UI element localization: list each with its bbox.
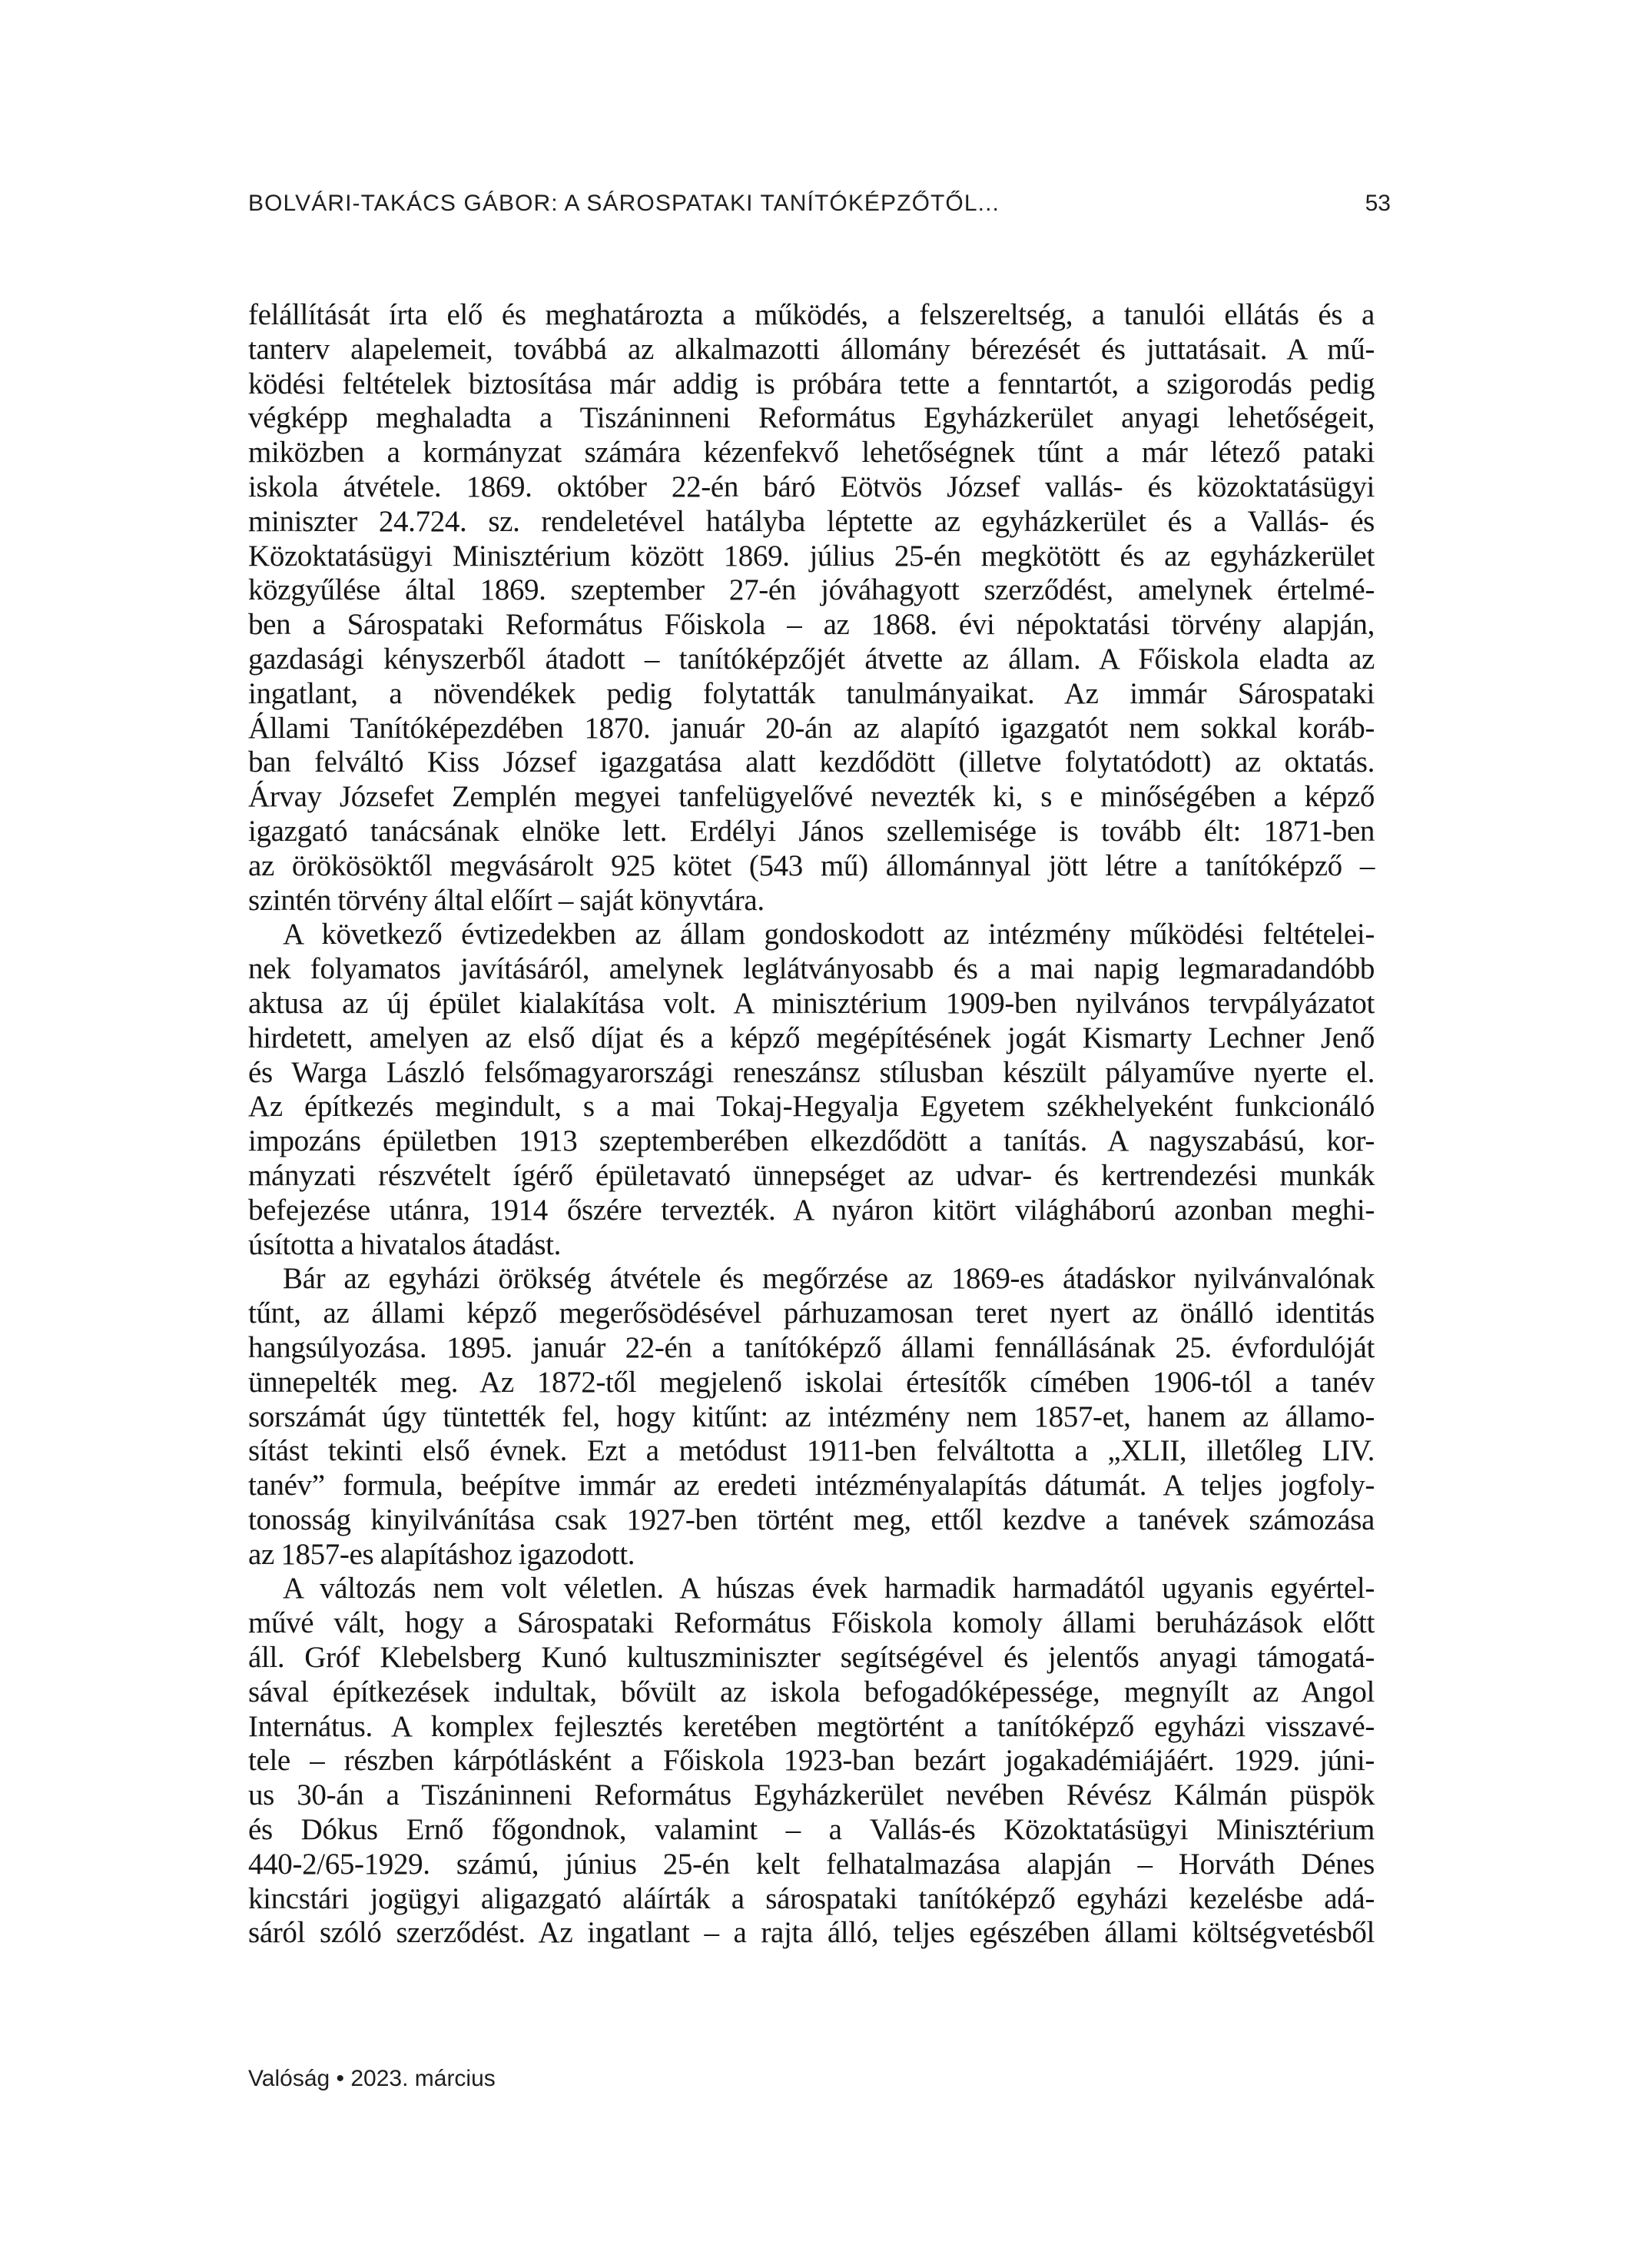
text-line: Közoktatásügyi Minisztérium között 1869. július 25-én megkötött és az egyházkerület [248, 539, 1375, 573]
text-line: miközben a kormányzat számára kézenfekvő lehetőségnek tűnt a már létező pataki [248, 436, 1375, 470]
text-line: tanterv alapelemeit, továbbá az alkalmazotti állomány bérezését és juttatásait. A mű- [248, 332, 1375, 366]
text-line: az örökösöktől megvásárolt 925 kötet (543 mű) állománnyal jött létre a tanítóképző – [248, 848, 1375, 882]
text-line: mányzati részvételt ígérő épületavató ünnepséget az udvar- és kertrendezési munkák [248, 1158, 1375, 1192]
text-line: tele – részben kárpótlásként a Főiskola 1923-ban bezárt jogakadémiájáért. 1929. júni- [248, 1744, 1375, 1778]
text-line: aktusa az új épület kialakítása volt. A minisztérium 1909-ben nyilvános tervpályázatot [248, 986, 1375, 1020]
paragraph [248, 1572, 1375, 1951]
text-line: impozáns épületben 1913 szeptemberében elkezdődött a tanítás. A nagyszabású, kor- [248, 1124, 1375, 1158]
text-line: szintén törvény által előírt – saját könyvtára. [248, 883, 765, 917]
body-text [248, 298, 1375, 1951]
text-line: Árvay Józsefet Zemplén megyei tanfelügyelővé nevezték ki, s e minőségében a képző [248, 780, 1375, 814]
text-line: ban felváltó Kiss József igazgatása alatt kezdődött (illetve folytatódott) az oktatás. [248, 745, 1375, 779]
text-line: Az építkezés megindult, s a mai Tokaj-Hegyalja Egyetem székhelyeként funkcionáló [248, 1090, 1375, 1124]
text-line: ünnepelték meg. Az 1872-től megjelenő iskolai értesítők címében 1906-tól a tanév [248, 1365, 1375, 1399]
text-line: 440-2/65-1929. számú, június 25-én kelt felhatalmazása alapján – Horváth Dénes [248, 1847, 1375, 1881]
text-line: A következő évtizedekben az állam gondoskodott az intézmény működési feltételei- [283, 918, 1375, 951]
text-line: us 30-án a Tiszáninneni Református Egyházkerület nevében Révész Kálmán püspök [248, 1778, 1375, 1812]
text-line: iskola átvétele. 1869. október 22-én báró Eötvös József vallás- és közoktatásügyi [248, 470, 1375, 503]
text-line: sával építkezések indultak, bővült az iskola befogadóképessége, megnyílt az Angol [248, 1675, 1375, 1708]
text-line: tanév” formula, beépítve immár az eredeti intézményalapítás dátumát. A teljes jogfoly- [248, 1469, 1375, 1503]
text-line: igazgató tanácsának elnöke lett. Erdélyi János szellemisége is tovább élt: 1871-ben [248, 814, 1375, 848]
text-line: és Dókus Ernő főgondnok, valamint – a Vallás-és Közoktatásügyi Minisztérium [248, 1813, 1375, 1847]
text-line: Internátus. A komplex fejlesztés keretében megtörtént a tanítóképző egyházi visszavé- [248, 1709, 1375, 1743]
text-line: ködési feltételek biztosítása már addig is próbára tette a fenntartót, a szigorodás pedig [248, 367, 1375, 400]
running-title: BOLVÁRI-TAKÁCS GÁBOR: A SÁROSPATAKI TANÍTÓKÉPZŐTŐL... [248, 191, 1000, 216]
text-line: tonosság kinyilvánítása csak 1927-ben történt meg, ettől kezdve a tanévek számozása [248, 1503, 1375, 1536]
text-line: befejezése utánra, 1914 őszére tervezték. A nyáron kitört világháború azonban meghi- [248, 1193, 1375, 1227]
text-line: nek folyamatos javításáról, amelynek leglátványosabb és a mai napig legmaradandóbb [248, 952, 1375, 986]
text-line: Állami Tanítóképezdében 1870. január 20-án az alapító igazgatót nem sokkal koráb- [248, 711, 1375, 745]
page-number: 53 [1365, 191, 1391, 216]
paragraph [248, 918, 1375, 1262]
text-line: hirdetett, amelyen az első díjat és a képző megépítésének jogát Kismarty Lechner Jenő [248, 1021, 1375, 1054]
text-line: tűnt, az állami képző megerősödésével párhuzamosan teret nyert az önálló identitás [248, 1297, 1375, 1330]
text-line: miniszter 24.724. sz. rendeletével hatályba léptette az egyházkerület és a Vallás- és [248, 504, 1375, 538]
text-line: az 1857-es alapításhoz igazodott. [248, 1537, 635, 1571]
text-line: sítást tekinti első évnek. Ezt a metódust 1911-ben felváltotta a „XLII, illetőleg LIV. [248, 1434, 1375, 1468]
page-footer: Valóság • 2023. március [248, 2066, 496, 2091]
text-line: sáról szóló szerződést. Az ingatlant – a rajta álló, teljes egészében állami költségvetésből [248, 1916, 1375, 1950]
text-line: sorszámát úgy tüntették fel, hogy kitűnt: az intézmény nem 1857-et, hanem az államo- [248, 1400, 1375, 1433]
text-line: hangsúlyozása. 1895. január 22-én a tanítóképző állami fennállásának 25. évfordulóját [248, 1330, 1375, 1364]
text-line: és Warga László felsőmagyarországi reneszánsz stílusban készült pályaműve nyerte el. [248, 1055, 1375, 1089]
text-line: végképp meghaladta a Tiszáninneni Református Egyházkerület anyagi lehetőségeit, [248, 401, 1375, 435]
text-line: kincstári jogügyi aligazgató aláírták a sárospataki tanítóképző egyházi kezelésbe adá- [248, 1881, 1375, 1915]
text-line: A változás nem volt véletlen. A húszas évek harmadik harmadától ugyanis egyértel- [283, 1572, 1375, 1606]
running-header [248, 191, 1391, 221]
paragraph [248, 298, 1375, 918]
text-line: úsította a hivatalos átadást. [248, 1227, 562, 1261]
text-line: felállítását írta elő és meghatározta a működés, a felszereltség, a tanulói ellátás és a [248, 298, 1375, 331]
text-line: ingatlant, a növendékek pedig folytatták tanulmányaikat. Az immár Sárospataki [248, 676, 1375, 710]
text-line: művé vált, hogy a Sárospataki Református Főiskola komoly állami beruházások előtt [248, 1606, 1375, 1640]
text-line: Bár az egyházi örökség átvétele és megőrzése az 1869-es átadáskor nyilvánvalónak [283, 1262, 1375, 1296]
text-line: ben a Sárospataki Református Főiskola – az 1868. évi népoktatási törvény alapján, [248, 608, 1375, 642]
text-line: áll. Gróf Klebelsberg Kunó kultuszminiszter segítségével és jelentős anyagi támogatá- [248, 1641, 1375, 1675]
text-line: közgyűlése által 1869. szeptember 27-én jóváhagyott szerződést, amelynek értelmé- [248, 573, 1375, 607]
paragraph [248, 1262, 1375, 1572]
text-line: gazdasági kényszerből átadott – tanítóképzőjét átvette az állam. A Főiskola eladta az [248, 642, 1375, 676]
